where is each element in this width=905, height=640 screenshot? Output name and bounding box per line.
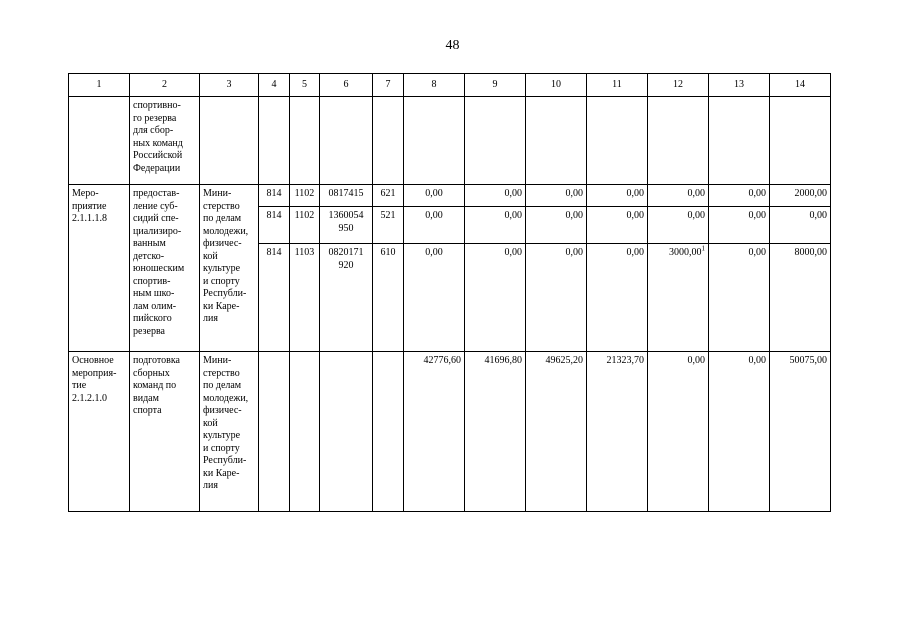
table-cell [404,97,465,185]
table-cell: подготовка сборных команд по видам спорта [130,352,200,512]
budget-table [68,73,831,512]
table-cell [259,97,290,185]
table-cell: 610 [373,244,404,352]
table-cell: 0,00 [526,244,587,352]
header-cell: 4 [259,74,290,97]
table-cell: 1103 [290,244,320,352]
header-cell: 3 [200,74,259,97]
table-cell [587,97,648,185]
header-cell: 7 [373,74,404,97]
table-cell: 0,00 [465,244,526,352]
header-cell: 8 [404,74,465,97]
table-cell: 814 [259,207,290,244]
header-cell: 6 [320,74,373,97]
table-cell [648,244,709,352]
header-cell: 12 [648,74,709,97]
table-cell: Мини- стерство по делам молодежи, физичес- кой культуре и спорту Республи- ки Каре- лия [200,352,259,512]
table-cell [320,97,373,185]
cell-value: 0,00 [687,210,705,221]
table-cell: 0,00 [587,207,648,244]
table-cell: 50075,00 [770,352,831,512]
table-cell: 21323,70 [587,352,648,512]
table-cell [320,352,373,512]
table-cell [259,352,290,512]
table-cell [526,97,587,185]
table-cell: 0,00 [465,207,526,244]
table-cell [290,97,320,185]
table-cell: Меро- приятие 2.1.1.1.8 [69,185,130,352]
header-cell: 11 [587,74,648,97]
table-cell: 0,00 [404,244,465,352]
table-cell: 0,00 [709,207,770,244]
table-cell [709,97,770,185]
header-cell: 2 [130,74,200,97]
table-cell [69,97,130,185]
table-cell: Мини- стерство по делам молодежи, физичес- кой культуре и спорту Республи- ки Каре- лия [200,185,259,352]
table-cell: 814 [259,244,290,352]
table-cell: 1102 [290,185,320,207]
table-cell: 0,00 [526,185,587,207]
table-cell: 41696,80 [465,352,526,512]
table-cell: 0,00 [587,244,648,352]
header-cell: 10 [526,74,587,97]
header-row [69,74,831,97]
table-cell: Основное мероприя- тие 2.1.2.1.0 [69,352,130,512]
table-cell: 0,00 [587,185,648,207]
cell-value: 3000,00 [669,247,702,258]
table-row [69,352,831,512]
table-cell [373,97,404,185]
table-cell: предостав- ление суб- сидий спе- циализиро- ванным детско- юношеским спортив- ным шко- лам олим- пийского резерва [130,185,200,352]
table-cell [648,185,709,207]
table-cell [200,97,259,185]
header-cell: 9 [465,74,526,97]
table-cell: 0,00 [648,352,709,512]
table-cell [770,97,831,185]
table-cell [290,352,320,512]
table-cell: 0817415 [320,185,373,207]
table-cell: 49625,20 [526,352,587,512]
table-cell [648,207,709,244]
page-number: 48 [445,38,460,53]
table-row [69,185,831,207]
table-cell: 0,00 [770,207,831,244]
table-cell: 42776,60 [404,352,465,512]
table-cell: 1360054 950 [320,207,373,244]
table-cell: 2000,00 [770,185,831,207]
header-cell: 13 [709,74,770,97]
table-cell [373,352,404,512]
table-cell [648,97,709,185]
table-cell: 0,00 [709,185,770,207]
table-cell: 0,00 [709,244,770,352]
cell-value: 0,00 [687,188,705,199]
table-cell: спортивно- го резерва для сбор- ных команд Российской Федерации [130,97,200,185]
header-cell: 14 [770,74,831,97]
table-cell: 0,00 [709,352,770,512]
table-cell: 814 [259,185,290,207]
header-cell: 1 [69,74,130,97]
table-cell: 1102 [290,207,320,244]
table-cell [465,97,526,185]
table-cell: 0,00 [526,207,587,244]
table-row [69,97,831,185]
table-cell: 0,00 [404,207,465,244]
table-cell: 8000,00 [770,244,831,352]
table-cell: 621 [373,185,404,207]
table-cell: 521 [373,207,404,244]
table-cell: 0,00 [465,185,526,207]
header-cell: 5 [290,74,320,97]
footnote-mark: 1 [701,244,705,253]
table-cell: 0820171 920 [320,244,373,352]
table-cell: 0,00 [404,185,465,207]
